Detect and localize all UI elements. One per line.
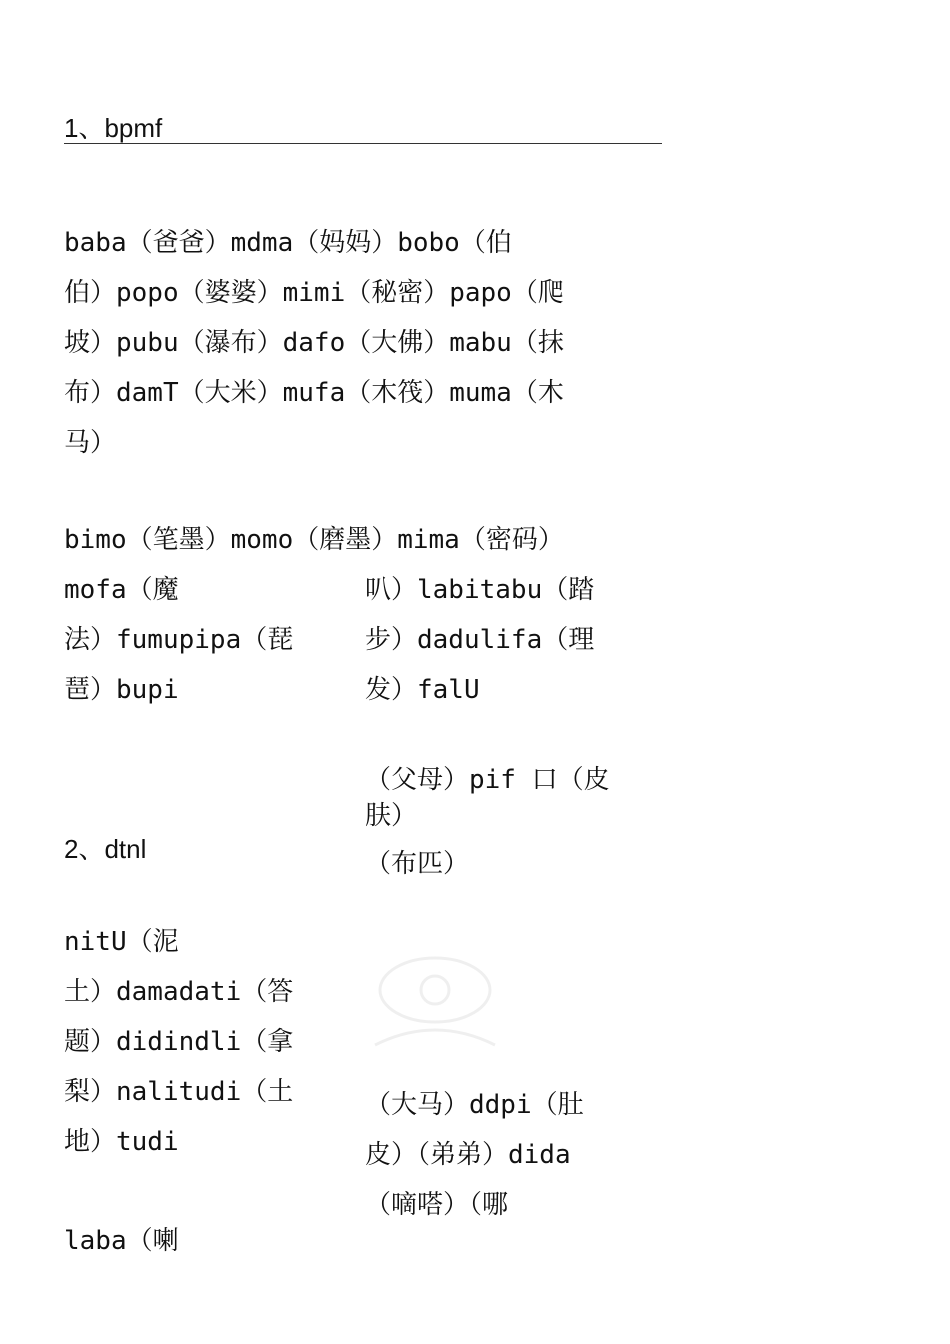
text-line: laba（喇 [64,1226,179,1256]
text-line: baba（爸爸）mdma（妈妈）bobo（伯 [64,228,512,258]
text-line: 土）damadati（答 [64,977,294,1007]
text-line: 叭）labitabu（踏 [365,575,595,605]
text-line: 马） [64,428,117,458]
section-heading-bpmf: 1、bpmf [64,113,163,143]
section-heading-dtnl: 2、dtnl [64,834,147,864]
right-column-words-3 [365,1080,584,1230]
text-line: bimo（笔墨）momo（磨墨）mima（密码） [64,525,564,555]
text-line: 皮）（弟弟）dida [365,1140,571,1170]
text-line: （嘀嗒）（哪 [365,1190,509,1220]
faint-watermark-icon [365,935,505,1060]
text-line: 梨）nalitudi（土 [64,1077,294,1107]
text-line: nitU（泥 [64,927,179,957]
text-line: 题）didindli（拿 [64,1027,294,1057]
text-line: mofa（魔 [64,575,179,605]
text-line: （大马）ddpi（肚 [365,1090,584,1120]
left-column-words-3 [64,1216,179,1266]
text-line: 法）fumupipa（琵 [64,625,294,655]
text-line: （布匹） [365,849,470,879]
text-line: 步）dadulifa（理 [365,625,595,655]
word-list-paragraph-2 [64,515,564,565]
text-line: 布）damT（大米）mufa（木筏）muma（木 [64,378,564,408]
text-line: 发）falU [365,675,480,705]
text-line: 伯）popo（婆婆）mimi（秘密）papo（爬 [64,278,564,308]
text-line: 琶）bupi [64,675,179,705]
right-column-words-2 [365,762,610,882]
text-line: （父母）pif 口（皮 [365,765,610,795]
right-column-words-1 [365,565,594,715]
text-line: 坡）pubu（瀑布）dafo（大佛）mabu（抹 [64,328,564,358]
word-list-paragraph-1 [64,218,564,468]
heading-underline [64,143,662,144]
text-line: 肤） [365,801,418,831]
left-column-words-1 [64,565,293,715]
text-line: 地）tudi [64,1127,179,1157]
left-column-words-2 [64,917,293,1167]
